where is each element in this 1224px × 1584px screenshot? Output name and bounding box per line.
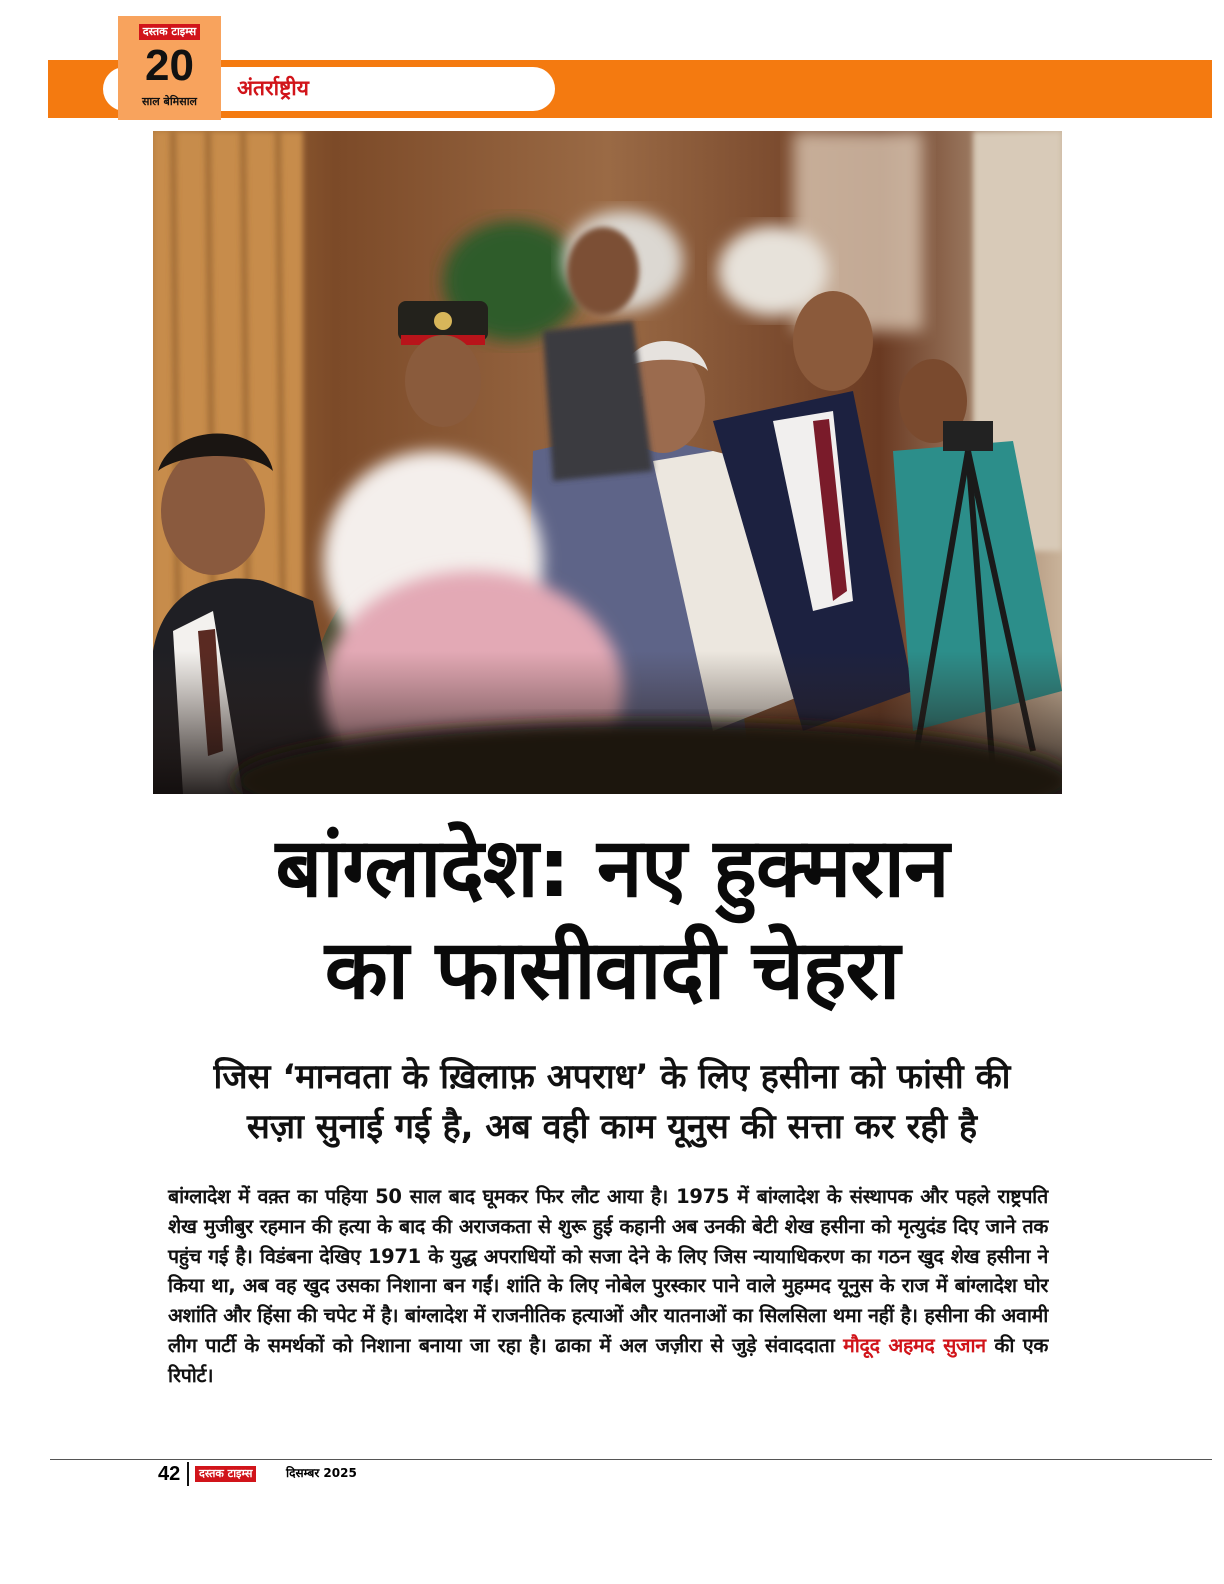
subheadline-line-1: जिस ‘मानवता के ख़िलाफ़ अपराध’ के लिए हसीना को फांसी की — [213, 1057, 1011, 1097]
intro-text: बांग्लादेश में वक़्त का पहिया 50 साल बाद घूमकर फिर लौट आया है। 1975 में बांग्लादेश के संस्थापक और पहले राष्ट्रपति शेख मुजीबुर रहमान की हत्या के बाद की अराजकता से शुरू हुई कहानी अब उनकी बेटी शेख हसीना को मृत्युदंड दिए जाने तक पहुंच गई है। विडंबना देखिए 1971 के युद्ध अपराधियों को सजा देने के लिए जिस न्यायाधिकरण का गठन खुद शेख हसीना ने किया था, अब वह खुद उसका निशाना बन गईं। शांति के लिए नोबेल पुरस्कार पाने वाले मुहम्मद यूनुस के राज में बांग्लादेश घोर अशांति और हिंसा की चपेट में है। बांग्लादेश में राजनीतिक हत्याओं और यातनाओं का सिलसिला थमा नहीं है। हसीना की अवामी लीग पार्टी के समर्थकों को निशाना बनाया जा रहा है। ढाका में अल जज़ीरा से जुड़े संवाददाता — [168, 1185, 1048, 1357]
magazine-logo: दस्तक टाइम्स — [139, 24, 200, 40]
footer-rule — [50, 1459, 1212, 1460]
subheadline — [140, 1052, 1084, 1152]
footer-separator — [187, 1462, 189, 1486]
anniversary-badge — [118, 16, 221, 120]
anniversary-number: 20 — [145, 41, 194, 90]
headline-line-1: बांग्लादेश: नए हुक्मरान — [275, 821, 949, 916]
headline — [120, 818, 1104, 1022]
page-number: 42 — [158, 1463, 181, 1485]
section-label: अंतर्राष्ट्रीय — [237, 76, 309, 100]
lead-photo — [153, 131, 1062, 794]
footer-logo: दस्तक टाइम्स — [195, 1466, 256, 1482]
article-intro — [168, 1182, 1048, 1391]
reporter-name: मौदूद अहमद सुजान — [843, 1333, 986, 1357]
subheadline-line-2: सज़ा सुनाई गई है, अब वही काम यूनुस की सत्ता कर रही है — [246, 1107, 978, 1147]
issue-date: दिसम्बर 2025 — [286, 1466, 357, 1480]
intro-end: की एक रिपोर्ट। — [168, 1333, 1048, 1387]
anniversary-caption: साल बेमिसाल — [141, 95, 198, 108]
headline-line-2: का फासीवादी चेहरा — [324, 923, 900, 1018]
